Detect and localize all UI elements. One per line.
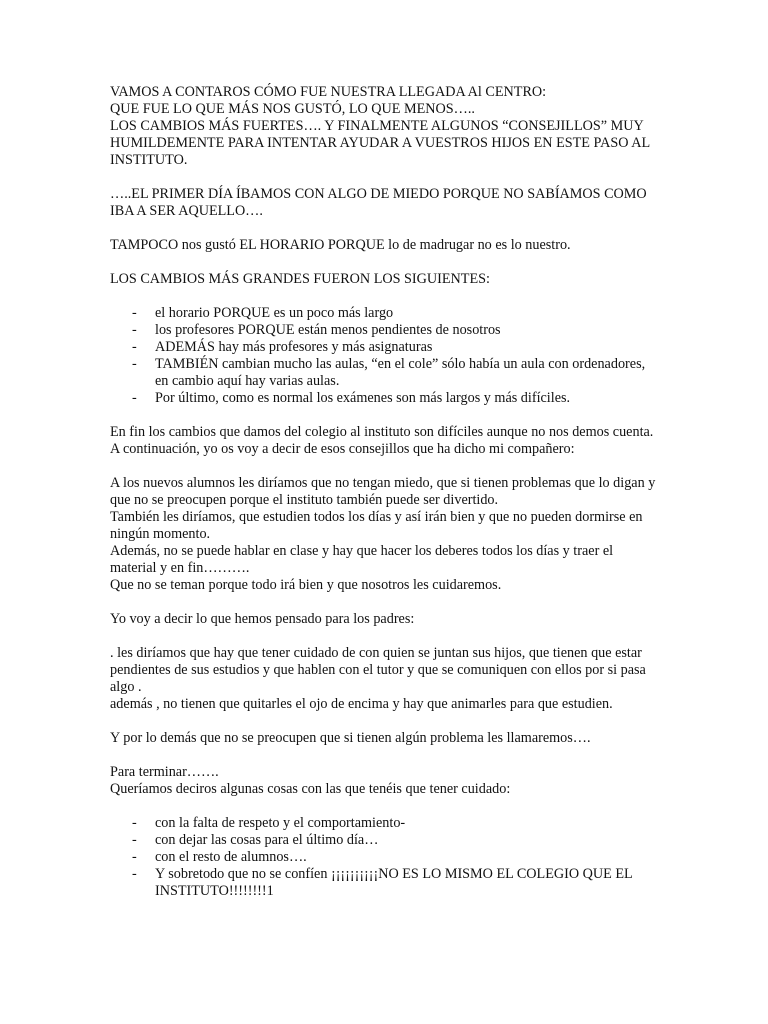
closing-line-1: Para terminar……. [110, 764, 219, 780]
list-item: - el horario PORQUE es un poco más largo [132, 305, 394, 321]
bullet-dash: - [132, 866, 137, 882]
parents-intro: Yo voy a decir lo que hemos pensado para los padres: [110, 611, 415, 627]
cautions-list [110, 815, 662, 900]
list-item: - con el resto de alumnos…. [132, 849, 307, 865]
students-advice-1: A los nuevos alumnos les diríamos que no tengan miedo, que si tienen problemas que lo digan y que no se preocupen porque el instituto también puede ser divertido. [110, 475, 656, 508]
parents-advice-2: además , no tienen que quitarles el ojo de encima y hay que animarles para que estudien. [110, 696, 613, 712]
changes-heading: LOS CAMBIOS MÁS GRANDES FUERON LOS SIGUIENTES: [110, 271, 490, 287]
list-item: - con la falta de respeto y el comportamiento- [132, 815, 406, 831]
schedule-paragraph: TAMPOCO nos gustó EL HORARIO PORQUE lo de madrugar no es lo nuestro. [110, 237, 571, 253]
intro-line-3: LOS CAMBIOS MÁS FUERTES…. Y FINALMENTE ALGUNOS “CONSEJILLOS” MUY HUMILDEMENTE PARA INTENTAR AYUDAR A VUESTROS HIJOS EN ESTE PASO AL INSTITUTO. [110, 118, 650, 168]
bullet-dash: - [132, 305, 137, 321]
intro-line-2: QUE FUE LO QUE MÁS NOS GUSTÓ, LO QUE MENOS….. [110, 101, 475, 117]
rest-paragraph: Y por lo demás que no se preocupen que si tienen algún problema les llamaremos…. [110, 730, 591, 746]
bullet-dash: - [132, 339, 137, 355]
bullet-dash: - [132, 390, 137, 406]
bullet-dash: - [132, 356, 137, 372]
intro-line-1: VAMOS A CONTAROS CÓMO FUE NUESTRA LLEGADA Al CENTRO: [110, 84, 547, 100]
conclusion-line-1: En fin los cambios que damos del colegio al instituto son difíciles aunque no nos demos cuenta. [110, 424, 654, 440]
bullet-dash: - [132, 849, 137, 865]
list-item: - Y sobretodo que no se confíen ¡¡¡¡¡¡¡¡¡¡NO ES LO MISMO EL COLEGIO QUE EL INSTITUTO!!!!!!!!1 [132, 866, 633, 899]
list-item: - ADEMÁS hay más profesores y más asignaturas [132, 339, 433, 355]
students-advice-4: Que no se teman porque todo irá bien y que nosotros les cuidaremos. [110, 577, 502, 593]
first-day-paragraph: …..EL PRIMER DÍA ÍBAMOS CON ALGO DE MIEDO PORQUE NO SABÍAMOS COMO IBA A SER AQUELLO…. [110, 186, 647, 219]
bullet-dash: - [132, 322, 137, 338]
bullet-dash: - [132, 832, 137, 848]
list-item: - Por último, como es normal los exámenes son más largos y más difíciles. [132, 390, 571, 406]
list-item: - TAMBIÉN cambian mucho las aulas, “en el cole” sólo había un aula con ordenadores, en cambio aquí hay varias aulas. [132, 356, 646, 389]
conclusion-line-2: A continuación, yo os voy a decir de esos consejillos que ha dicho mi compañero: [110, 441, 575, 457]
parents-advice-1: . les diríamos que hay que tener cuidado de con quien se juntan sus hijos, que tienen que estar pendientes de sus estudios y que hablen con el tutor y que se comuniquen con ellos por si pasa algo . [110, 645, 646, 695]
list-item: - con dejar las cosas para el último día… [132, 832, 379, 848]
changes-list [110, 305, 662, 407]
bullet-dash: - [132, 815, 137, 831]
students-advice-3: Además, no se puede hablar en clase y hay que hacer los deberes todos los días y traer el material y en fin………. [110, 543, 614, 576]
document-body [110, 84, 662, 900]
list-item: - los profesores PORQUE están menos pendientes de nosotros [132, 322, 501, 338]
closing-line-2: Queríamos deciros algunas cosas con las que tenéis que tener cuidado: [110, 781, 511, 797]
students-advice-2: También les diríamos, que estudien todos los días y así irán bien y que no pueden dormirse en ningún momento. [110, 509, 643, 542]
